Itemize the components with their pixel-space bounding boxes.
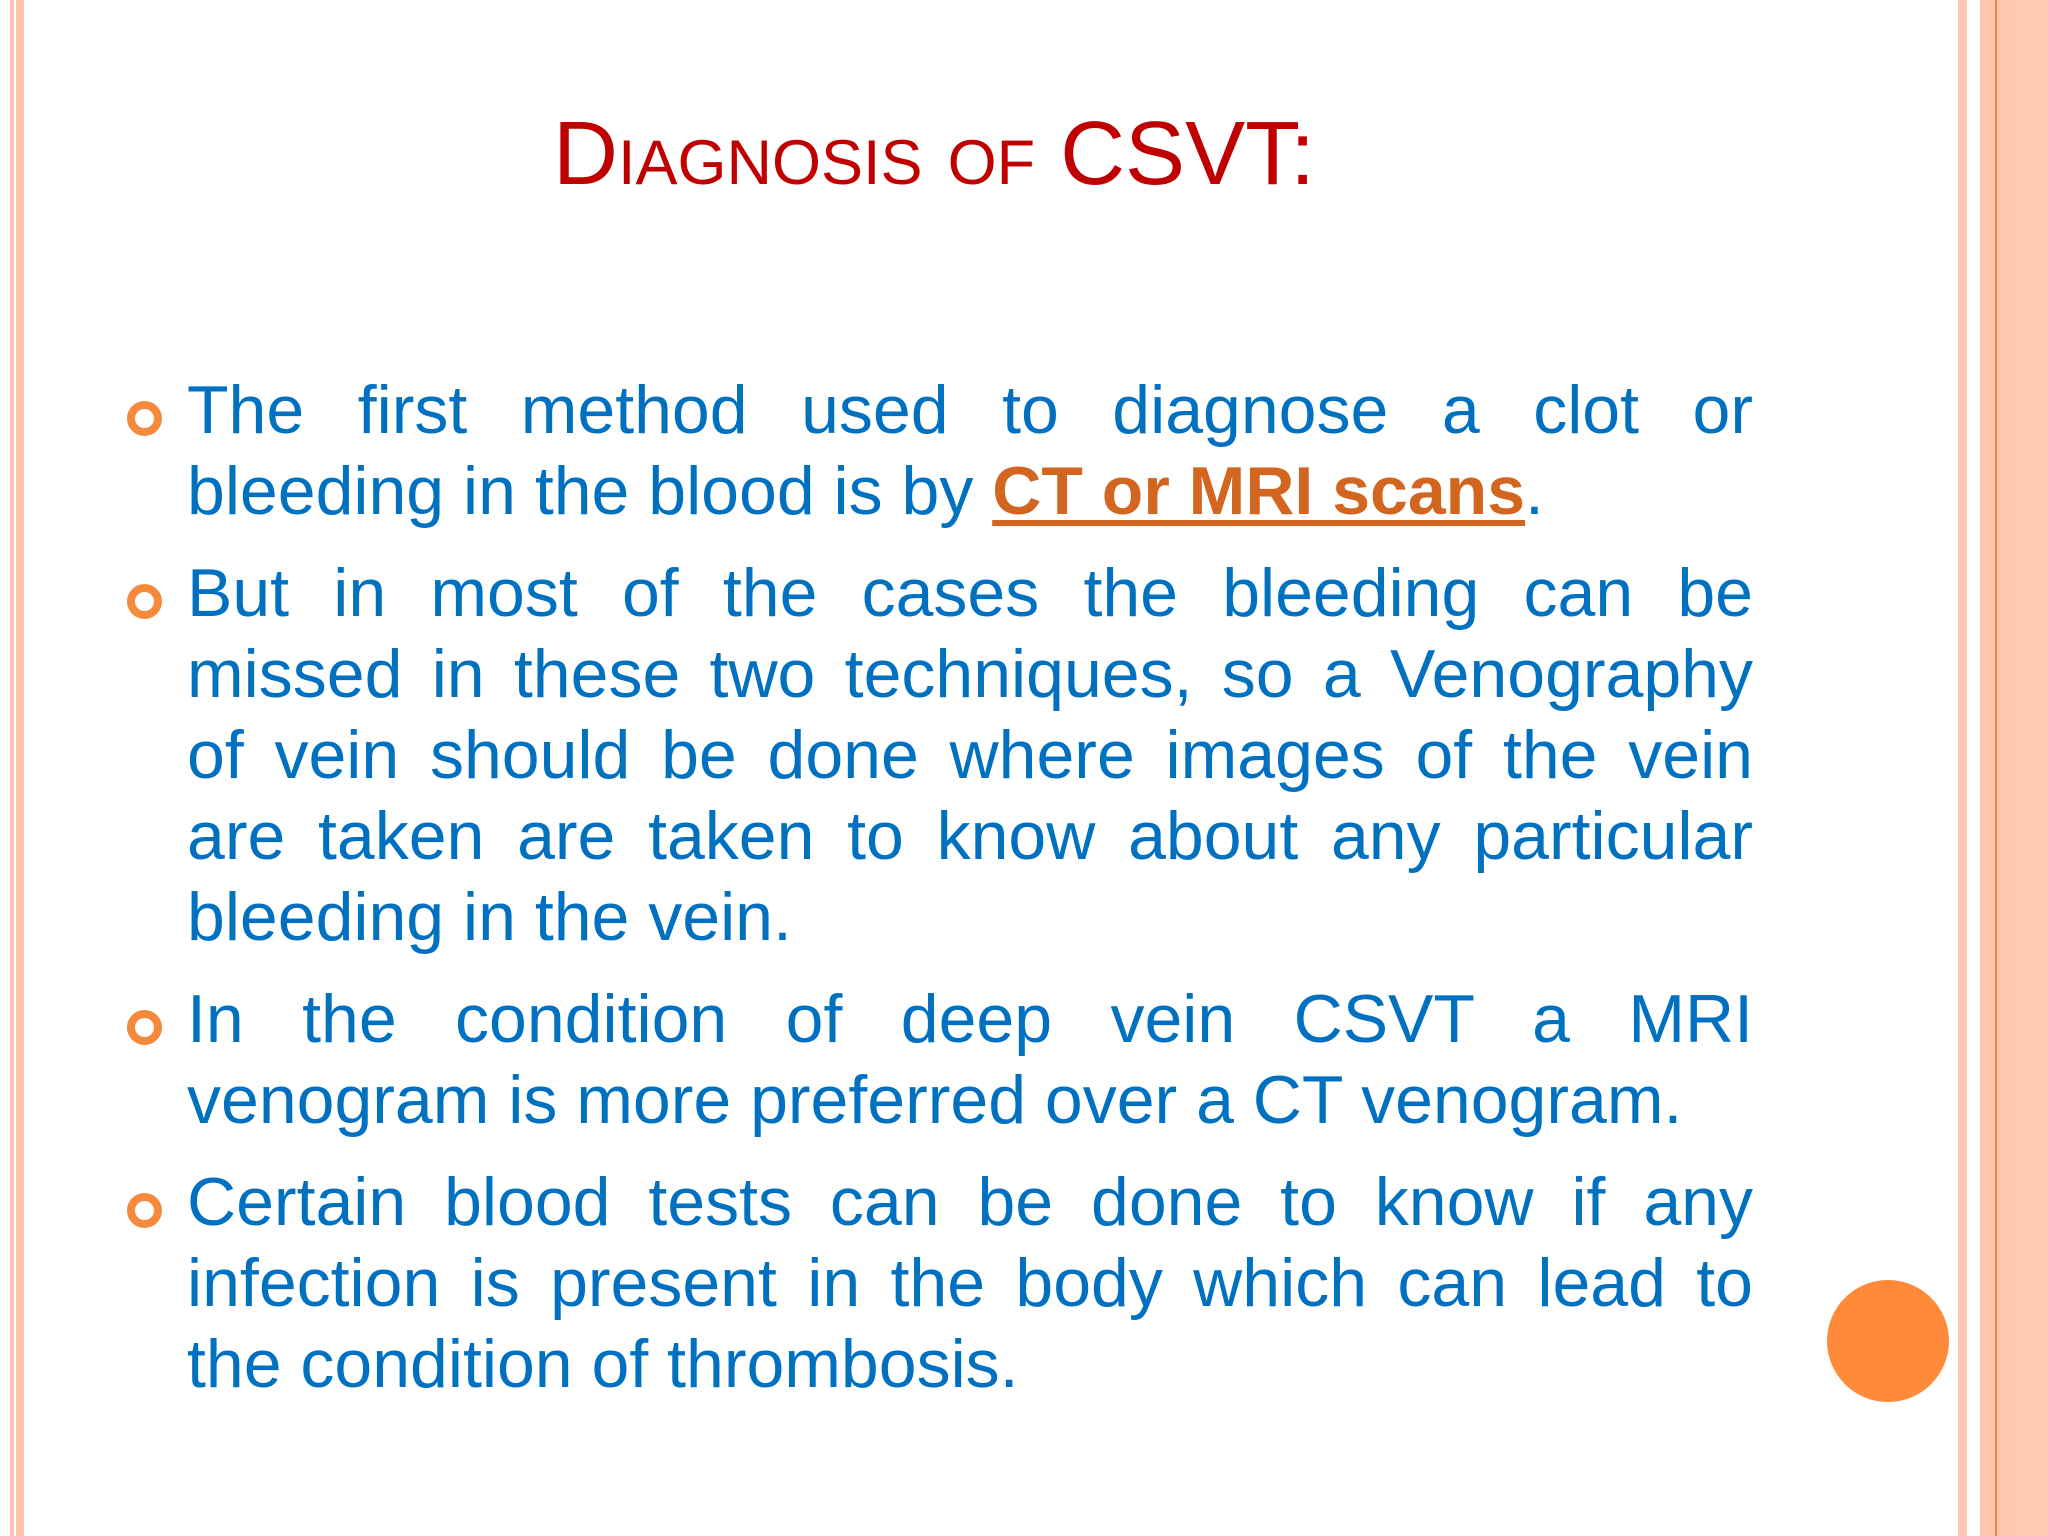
left-border-stripe: [10, 0, 14, 1536]
ct-mri-link[interactable]: CT or MRI scans: [992, 453, 1526, 529]
bullet-line: [187, 451, 1753, 532]
bullet-line: are taken are taken to know about any particular: [187, 798, 1753, 874]
left-border-stripe: [16, 0, 24, 1536]
text: bleeding in the blood is by: [187, 453, 993, 529]
bullet-line: In the condition of deep vein CSVT a MRI: [187, 981, 1753, 1057]
bullet-ring-icon: [127, 1010, 162, 1045]
right-border-stripe: [2016, 0, 2048, 1536]
bullet-line: the condition of thrombosis.: [187, 1326, 1019, 1402]
slide-title: Diagnosis of CSVT:: [553, 104, 1316, 204]
bullet-line: But in most of the cases the bleeding can be: [187, 555, 1753, 631]
bullet-line: venogram is more preferred over a CT venogram.: [187, 1062, 1683, 1138]
bullet-ring-icon: [127, 1193, 162, 1228]
bullet-ring-icon: [127, 401, 162, 436]
decorative-orange-circle: [1827, 1280, 1949, 1402]
text: .: [1525, 453, 1544, 529]
bullet-line: infection is present in the body which can lead to: [187, 1245, 1753, 1321]
bullet-line: The first method used to diagnose a clot or: [187, 372, 1753, 448]
right-border-line: [1995, 0, 1997, 1536]
bullet-line: bleeding in the vein.: [187, 879, 792, 955]
bullet-ring-icon: [127, 584, 162, 619]
bullet-line: of vein should be done where images of the vein: [187, 717, 1753, 793]
right-border-stripe: [1958, 0, 1967, 1536]
bullet-line: missed in these two techniques, so a Venography: [187, 636, 1753, 712]
bullet-line: Certain blood tests can be done to know if any: [187, 1164, 1753, 1240]
